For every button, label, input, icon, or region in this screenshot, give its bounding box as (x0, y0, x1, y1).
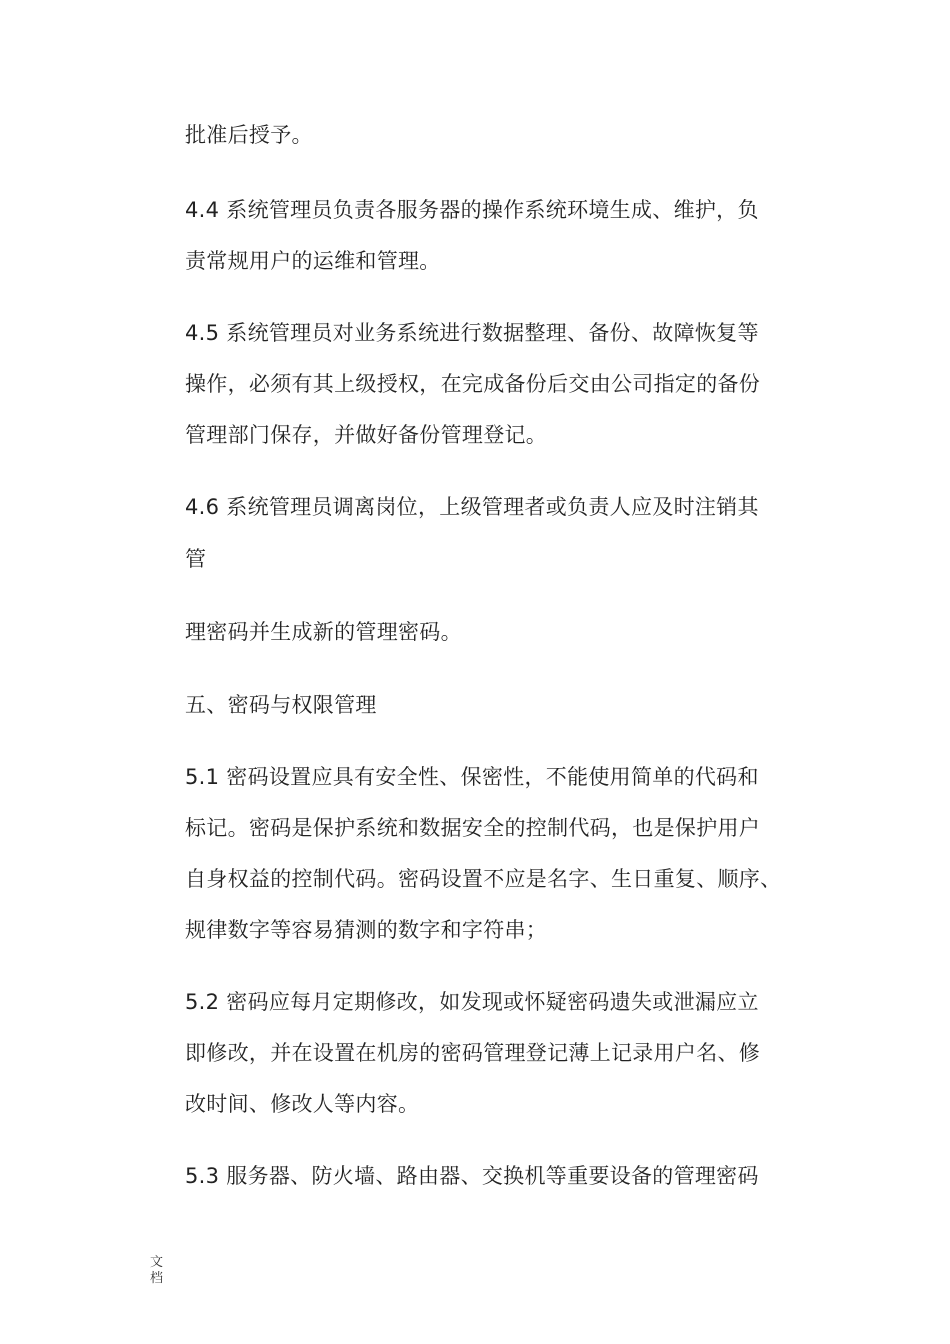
text-line: 批准后授予。 (185, 123, 313, 147)
page-footer (150, 1255, 166, 1287)
section-heading: 五、密码与权限管理 (185, 693, 377, 717)
text-line: 标记。密码是保护系统和数据安全的控制代码，也是保护用户 (185, 816, 761, 840)
text-line: 改时间、修改人等内容。 (185, 1092, 420, 1116)
text-line: 5.1 密码设置应具有安全性、保密性，不能使用简单的代码和 (185, 765, 759, 789)
text-line: 4.6 系统管理员调离岗位，上级管理者或负责人应及时注销其 (185, 495, 759, 519)
text-line: 理密码并生成新的管理密码。 (185, 620, 462, 644)
text-line: 操作，必须有其上级授权，在完成备份后交由公司指定的备份 (185, 372, 761, 396)
text-line: 责常规用户的运维和管理。 (185, 249, 441, 273)
text-line: 管理部门保存，并做好备份管理登记。 (185, 423, 548, 447)
text-line: 管 (185, 547, 207, 571)
text-line: 规律数字等容易猜测的数字和字符串； (185, 918, 548, 942)
text-line: 5.3 服务器、防火墙、路由器、交换机等重要设备的管理密码 (185, 1164, 759, 1188)
footer-char: 档 (150, 1271, 164, 1286)
text-line: 4.5 系统管理员对业务系统进行数据整理、备份、故障恢复等 (185, 321, 759, 345)
text-line: 4.4 系统管理员负责各服务器的操作系统环境生成、维护，负 (185, 198, 759, 222)
text-line: 即修改，并在设置在机房的密码管理登记薄上记录用户名、修 (185, 1041, 761, 1065)
text-line: 自身权益的控制代码。密码设置不应是名字、生日重复、顺序、 (185, 867, 782, 891)
footer-char: 文 (150, 1255, 164, 1270)
text-line: 5.2 密码应每月定期修改，如发现或怀疑密码遗失或泄漏应立 (185, 990, 759, 1014)
